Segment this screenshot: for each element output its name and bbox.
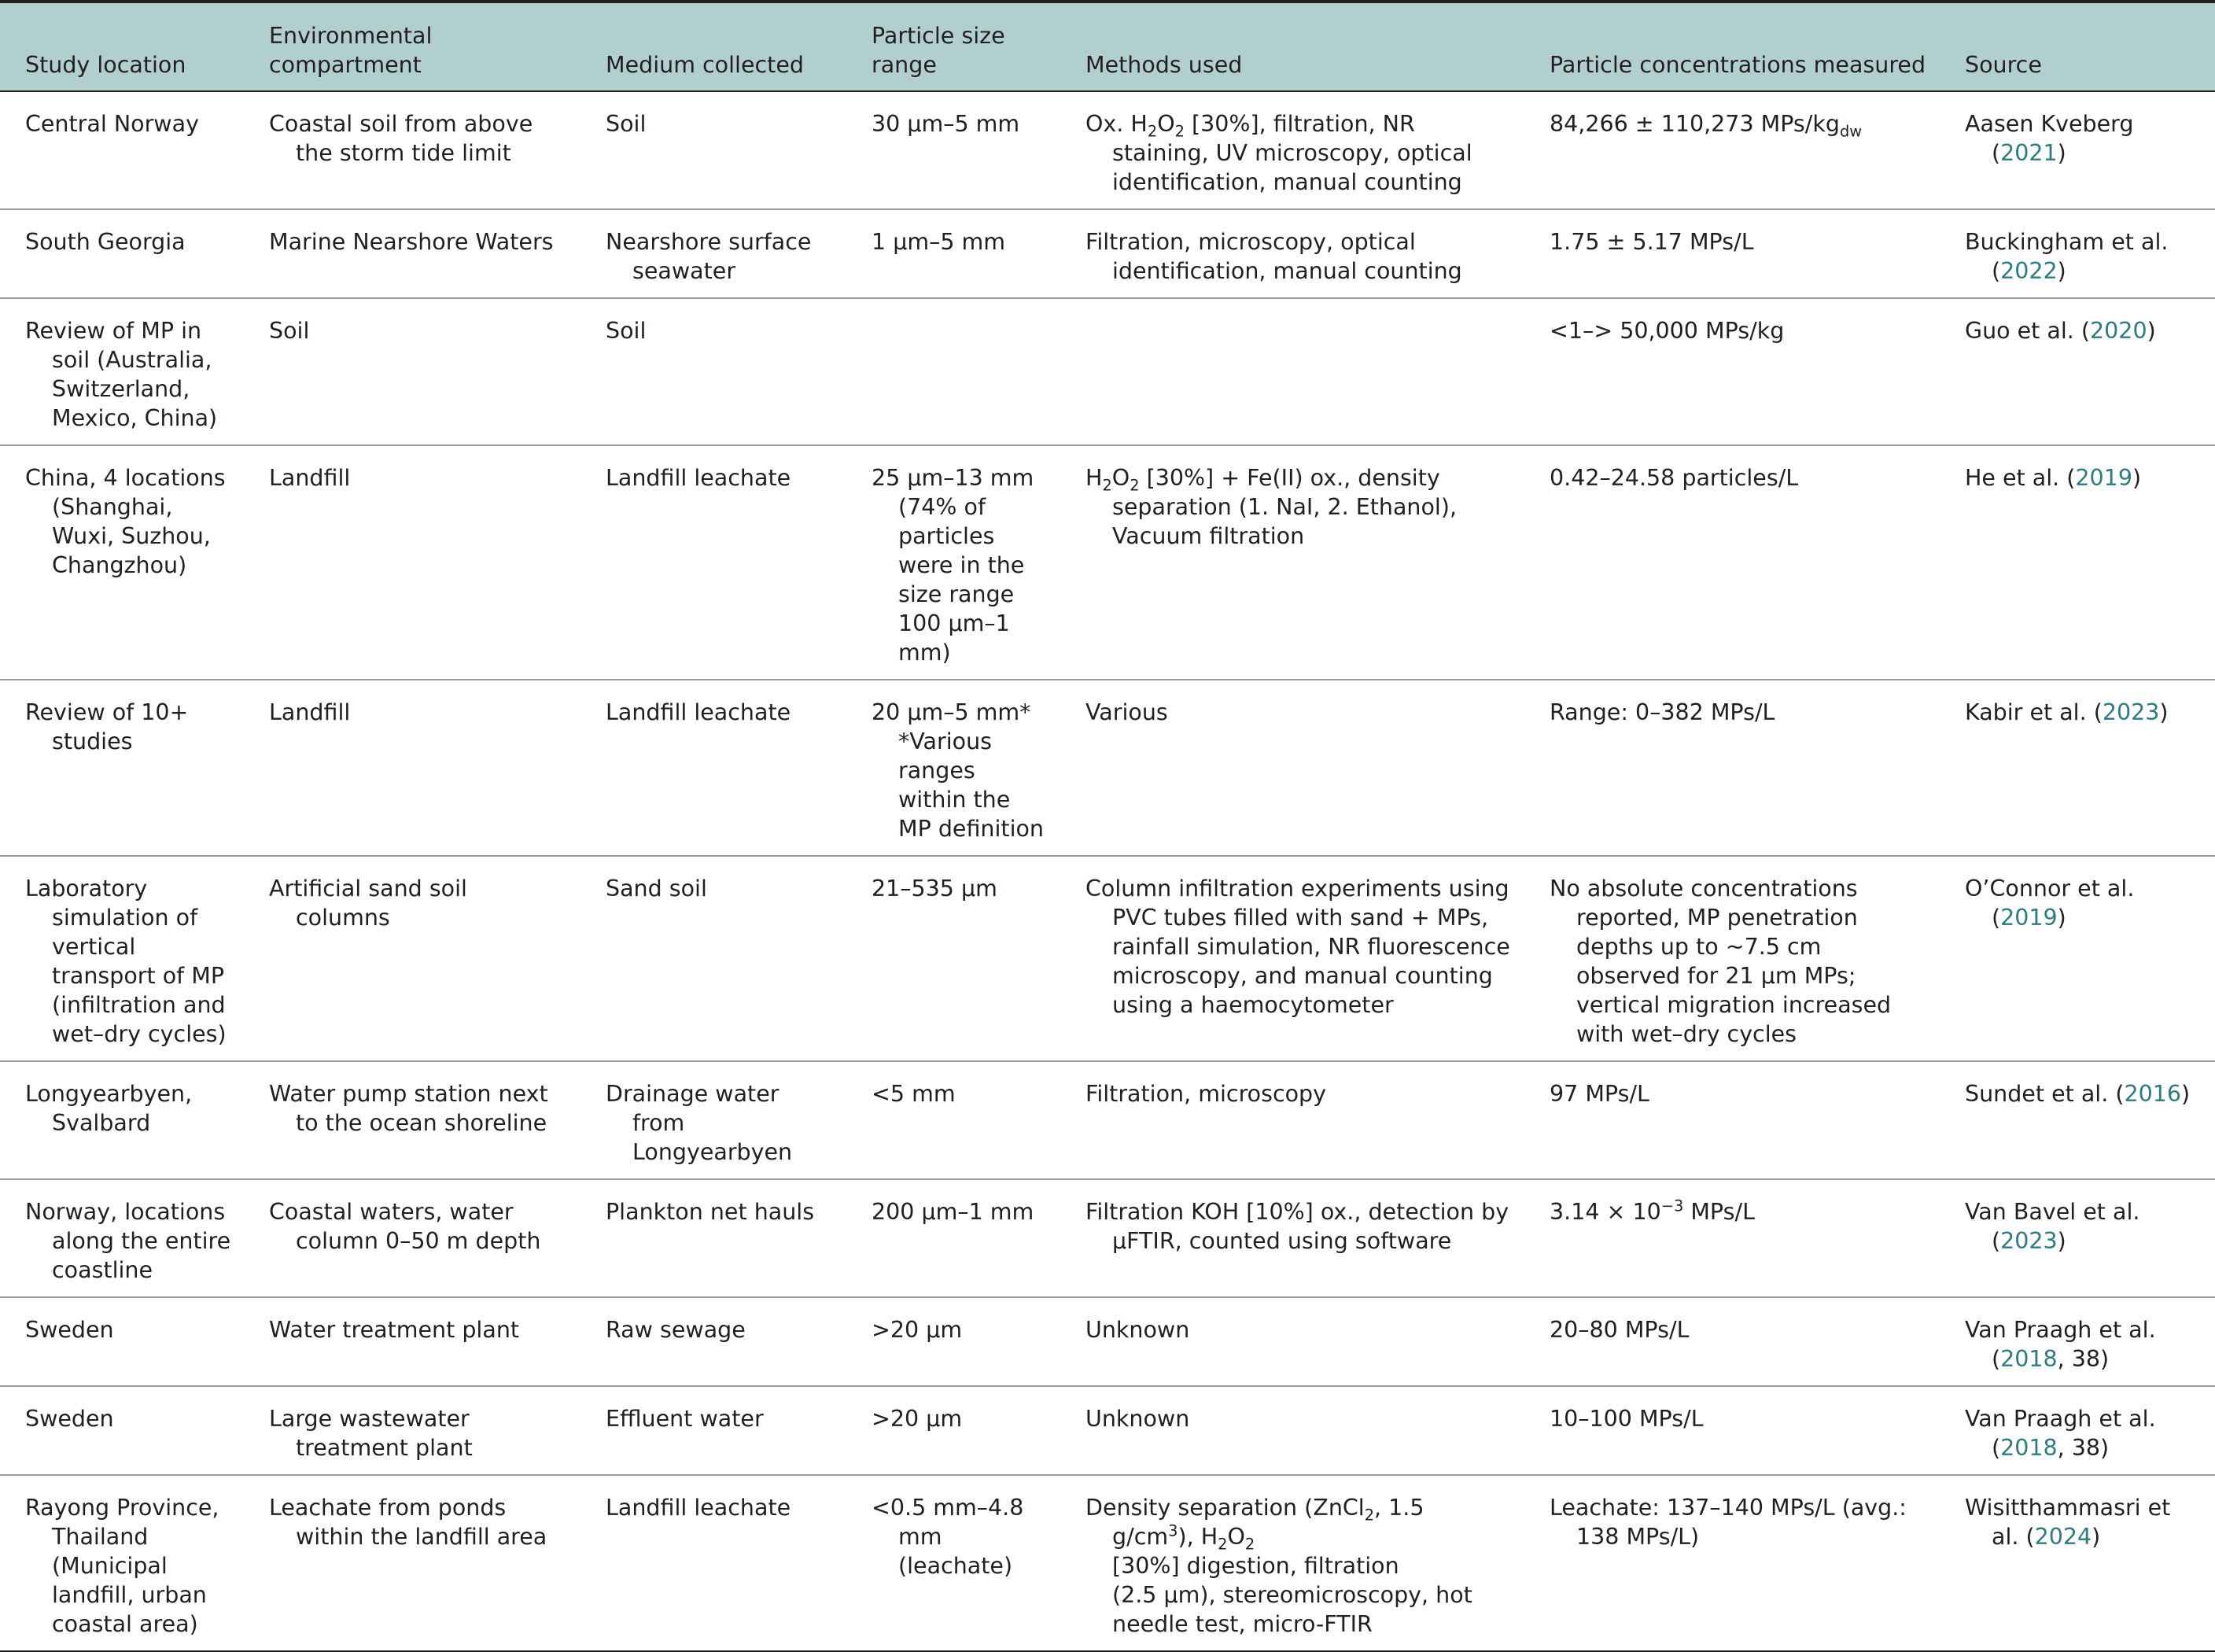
cell-concentration-text: 0.42–24.58 particles/L [1550,465,1799,491]
cell-location [0,1179,244,1297]
cell-medium-text: Landfill leachate [606,699,791,725]
cell-methods-text: Unknown [1085,1406,1190,1432]
cell-compartment [244,209,580,298]
cell-methods [1060,209,1524,298]
cell-compartment [244,1061,580,1179]
table-row [0,91,2215,209]
cell-source [1940,209,2215,298]
table-row [0,1179,2215,1297]
cell-medium-text: Drainage water from Longyearbyen [606,1081,793,1165]
cell-source-text: Van Praagh et al. (2018, 38) [1965,1317,2156,1372]
cell-methods-text: Density separation (ZnCl$_2$, 1.5 $g/cm^3$), $H_2O_2$ [30%] digestion, filtration (2.5 μm), stereomicroscopy, hot needle test, micro-FTIR [1085,1495,1472,1637]
cell-medium [580,856,846,1061]
table-row [0,1061,2215,1179]
cell-location [0,1386,244,1475]
cell-methods [1060,91,1524,209]
table-row [0,1386,2215,1475]
cell-compartment-text: Large wastewater treatment plant [269,1406,473,1461]
cell-location [0,1061,244,1179]
cell-compartment [244,445,580,680]
cell-medium-text: Sand soil [606,876,707,902]
cell-medium-text: Plankton net hauls [606,1199,815,1225]
cell-location [0,1475,244,1651]
cell-methods-text: Unknown [1085,1317,1190,1343]
cell-location [0,298,244,445]
cell-source [1940,1386,2215,1475]
cell-source-text: Van Praagh et al. (2018, 38) [1965,1406,2156,1461]
header-particle-size-range: Particle size range [872,23,1005,78]
cell-concentration [1524,680,1940,856]
header-source: Source [1965,52,2042,78]
cell-medium-text: Soil [606,318,647,344]
header-environmental-compartment: Environmental compartment [269,23,433,78]
cell-source [1940,680,2215,856]
cell-compartment [244,298,580,445]
cell-methods [1060,1297,1524,1386]
table-row [0,1297,2215,1386]
cell-size [846,680,1060,856]
cell-methods [1060,1386,1524,1475]
cell-methods-text: Filtration, microscopy, optical identification, manual counting [1085,229,1462,284]
cell-location [0,1297,244,1386]
cell-concentration [1524,1297,1940,1386]
cell-location-text: Longyearbyen, Svalbard [25,1081,193,1136]
cell-size [846,91,1060,209]
header-methods-used: Methods used [1085,52,1243,78]
cell-methods [1060,1179,1524,1297]
cell-source [1940,91,2215,209]
cell-source-text: Kabir et al. (2023) [1965,699,2169,725]
cell-size [846,1179,1060,1297]
table-row [0,1475,2215,1651]
cell-medium [580,1475,846,1651]
cell-compartment-text: Water treatment plant [269,1317,520,1343]
table-row [0,209,2215,298]
cell-location [0,856,244,1061]
cell-medium [580,1179,846,1297]
cell-location-text: Sweden [25,1317,114,1343]
cell-medium [580,1061,846,1179]
cell-size-text: 1 μm–5 mm [872,229,1006,255]
cell-medium [580,445,846,680]
cell-compartment-text: Leachate from ponds within the landfill area [269,1495,547,1550]
cell-size-text: 200 μm–1 mm [872,1199,1034,1225]
cell-methods-text: Filtration, microscopy [1085,1081,1327,1107]
cell-medium-text: Effluent water [606,1406,764,1432]
cell-location [0,91,244,209]
cell-concentration-text: <1–> 50,000 MPs/kg [1550,318,1785,344]
cell-source-text: O’Connor et al. (2019) [1965,876,2135,931]
cell-medium-text: Raw sewage [606,1317,746,1343]
table-row [0,298,2215,445]
cell-size-text: >20 μm [872,1406,963,1432]
cell-location-text: Norway, locations along the entire coastline [25,1199,231,1283]
table-header [0,2,2215,91]
cell-compartment-text: Landfill [269,465,351,491]
table-row [0,680,2215,856]
cell-size [846,209,1060,298]
cell-size-text: 21–535 μm [872,876,997,902]
cell-location-text: Sweden [25,1406,114,1432]
cell-compartment [244,680,580,856]
cell-size [846,1386,1060,1475]
cell-methods [1060,680,1524,856]
cell-medium [580,91,846,209]
cell-compartment [244,1475,580,1651]
cell-methods [1060,856,1524,1061]
header-study-location: Study location [25,52,186,78]
header-particle-concentrations: Particle concentrations measured [1550,52,1926,78]
header-medium-collected: Medium collected [606,52,804,78]
cell-source-text: Sundet et al. (2016) [1965,1081,2191,1107]
cell-source [1940,1475,2215,1651]
table-body [0,91,2215,1651]
cell-size-text: <0.5 mm–4.8 mm (leachate) [872,1495,1024,1579]
cell-size-text: <5 mm [872,1081,956,1107]
cell-concentration [1524,1179,1940,1297]
cell-concentration-text: 97 MPs/L [1550,1081,1649,1107]
cell-concentration-text: 20–80 MPs/L [1550,1317,1690,1343]
cell-source [1940,298,2215,445]
cell-location [0,445,244,680]
cell-location-text: Rayong Province, Thailand (Municipal landfill, urban coastal area) [25,1495,219,1637]
cell-compartment-text: Coastal waters, water column 0–50 m depth [269,1199,541,1254]
header-row [0,2,2215,91]
cell-medium-text: Soil [606,111,647,137]
cell-location-text: Central Norway [25,111,199,137]
cell-size [846,1061,1060,1179]
cell-location [0,209,244,298]
cell-methods-text: Ox. $H_2O_2$ [30%], filtration, NR staining, UV microscopy, optical identification, manual counting [1085,111,1472,195]
cell-source-text: Van Bavel et al. (2023) [1965,1199,2140,1254]
cell-medium [580,298,846,445]
cell-concentration-text: No absolute concentrations reported, MP penetration depths up to ~7.5 cm observed for 21 μm MPs; vertical migration increased with wet–dry cycles [1550,876,1892,1047]
cell-compartment-text: Water pump station next to the ocean shoreline [269,1081,548,1136]
cell-compartment-text: Artificial sand soil columns [269,876,467,931]
cell-medium-text: Nearshore surface seawater [606,229,812,284]
cell-source-text: Guo et al. (2020) [1965,318,2156,344]
cell-methods-text: $H_2O_2$ [30%] + Fe(II) ox., density separation (1. NaI, 2. Ethanol), Vacuum filtration [1085,465,1458,549]
cell-size [846,1475,1060,1651]
cell-methods [1060,1061,1524,1179]
cell-location-text: Review of MP in soil (Australia, Switzerland, Mexico, China) [25,318,218,431]
cell-concentration [1524,298,1940,445]
cell-source-text: He et al. (2019) [1965,465,2142,491]
cell-size-text: 25 μm–13 mm (74% of particles were in the size range 100 μm–1 mm) [872,465,1034,666]
cell-medium-text: Landfill leachate [606,1495,791,1521]
cell-methods [1060,298,1524,445]
cell-medium [580,680,846,856]
cell-compartment [244,856,580,1061]
cell-compartment [244,1179,580,1297]
cell-concentration-text: Range: 0–382 MPs/L [1550,699,1775,725]
cell-medium [580,1386,846,1475]
cell-concentration-text: 84,266 ± 110,273 MPs/$kg_{dw}$ [1550,111,1863,141]
cell-methods [1060,1475,1524,1651]
cell-concentration [1524,209,1940,298]
cell-compartment-text: Coastal soil from above the storm tide limit [269,111,533,166]
cell-source [1940,445,2215,680]
cell-location-text: Laboratory simulation of vertical transport of MP (infiltration and wet–dry cycles) [25,876,227,1047]
table-row [0,856,2215,1061]
cell-concentration [1524,856,1940,1061]
cell-location-text: China, 4 locations (Shanghai, Wuxi, Suzhou, Changzhou) [25,465,226,578]
cell-size [846,445,1060,680]
cell-methods-text: Column infiltration experiments using PVC tubes filled with sand + MPs, rainfall simulation, NR fluorescence microscopy, and manual counting using a haemocytometer [1085,876,1510,1018]
cell-compartment-text: Landfill [269,699,351,725]
cell-methods-text: Various [1085,699,1168,725]
cell-compartment-text: Marine Nearshore Waters [269,229,554,255]
cell-location [0,680,244,856]
cell-source [1940,1179,2215,1297]
cell-concentration [1524,1061,1940,1179]
cell-concentration-text: 1.75 ± 5.17 MPs/L [1550,229,1754,255]
cell-concentration-text: Leachate: 137–140 MPs/L (avg.: 138 MPs/L) [1550,1495,1907,1550]
cell-methods [1060,445,1524,680]
cell-methods-text: Filtration KOH [10%] ox., detection by μFTIR, counted using software [1085,1199,1509,1254]
cell-source-text: Wisitthammasri et al. (2024) [1965,1495,2171,1550]
cell-concentration [1524,445,1940,680]
cell-source [1940,856,2215,1061]
cell-concentration [1524,91,1940,209]
cell-compartment [244,1386,580,1475]
cell-medium [580,209,846,298]
cell-size [846,856,1060,1061]
cell-concentration-text: $3.14 \times 10^{-3}$ MPs/L [1550,1197,1755,1225]
cell-medium-text: Landfill leachate [606,465,791,491]
cell-medium [580,1297,846,1386]
cell-size [846,1297,1060,1386]
cell-source-text: Buckingham et al. (2022) [1965,229,2169,284]
cell-size-text: 30 μm–5 mm [872,111,1020,137]
cell-location-text: South Georgia [25,229,186,255]
cell-size-text: >20 μm [872,1317,963,1343]
cell-compartment [244,1297,580,1386]
cell-source-text: Aasen Kveberg (2021) [1965,111,2134,166]
cell-size-text: 20 μm–5 mm* *Various ranges within the MP definition [872,699,1044,842]
cell-source [1940,1061,2215,1179]
cell-concentration-text: 10–100 MPs/L [1550,1406,1704,1432]
cell-location-text: Review of 10+ studies [25,699,189,754]
cell-size [846,298,1060,445]
cell-source [1940,1297,2215,1386]
cell-compartment [244,91,580,209]
cell-concentration [1524,1386,1940,1475]
cell-compartment-text: Soil [269,318,310,344]
table-row [0,445,2215,680]
cell-concentration [1524,1475,1940,1651]
